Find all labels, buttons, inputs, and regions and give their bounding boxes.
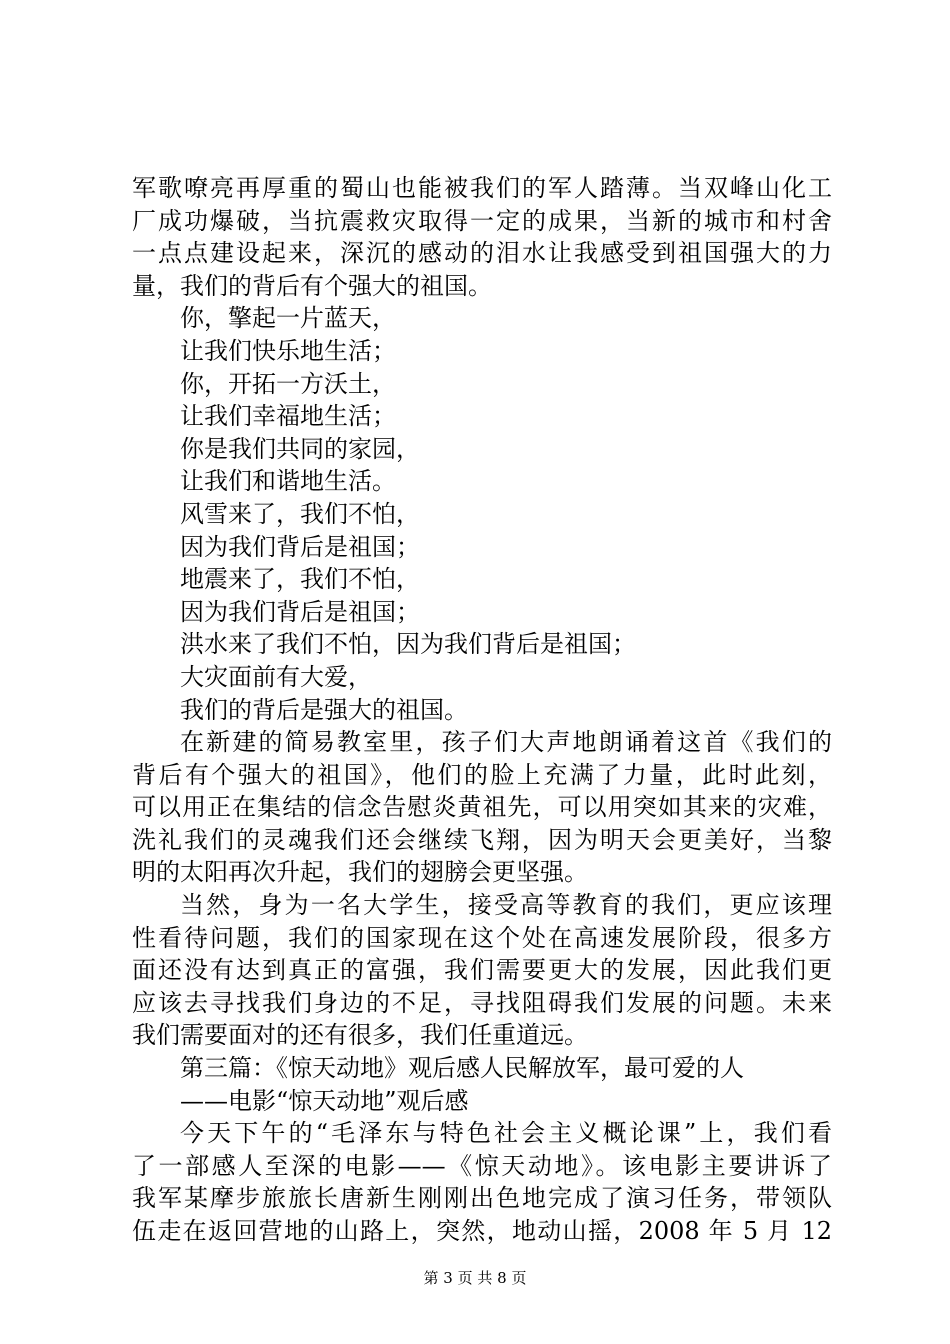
text-line: 你是我们共同的家园， [180, 434, 420, 463]
text-line: 我们需要面对的还有很多，我们任重道远。 [132, 1021, 588, 1050]
text-line: ——电影“惊天动地”观后感 [180, 1086, 469, 1115]
text-line: 应该去寻找我们身边的不足，寻找阻碍我们发展的问题。未来 [132, 988, 832, 1017]
text-line: 在新建的简易教室里，孩子们大声地朗诵着这首《我们的 [180, 728, 832, 757]
text-line: 风雪来了，我们不怕， [180, 499, 420, 528]
text-line: 因为我们背后是祖国； [180, 532, 420, 561]
text-line: 今天下午的“毛泽东与特色社会主义概论课”上，我们看 [180, 1119, 832, 1148]
text-line: 厂成功爆破，当抗震救灾取得一定的成果，当新的城市和村舍 [132, 206, 832, 235]
text-line: 我军某摩步旅旅长唐新生刚刚出色地完成了演习任务，带领队 [132, 1184, 832, 1213]
text-line: 明的太阳再次升起，我们的翅膀会更坚强。 [132, 858, 588, 887]
text-line: 性看待问题，我们的国家现在这个处在高速发展阶段，很多方 [132, 923, 832, 952]
text-line: 伍走在返回营地的山路上，突然，地动山摇，2008 年 5 月 12 [132, 1217, 832, 1245]
text-line: 洗礼我们的灵魂我们还会继续飞翔，因为明天会更美好，当黎 [132, 825, 832, 854]
text-line: 一点点建设起来，深沉的感动的泪水让我感受到祖国强大的力 [132, 239, 832, 268]
text-line: 让我们幸福地生活； [180, 402, 396, 431]
document-body [132, 172, 832, 1248]
text-line: 大灾面前有大爱， [180, 662, 372, 691]
text-line: 你，开拓一方沃土， [180, 369, 396, 398]
text-line: 你，擎起一片蓝天， [180, 304, 396, 333]
text-line: 因为我们背后是祖国； [180, 597, 420, 626]
text-line: 面还没有达到真正的富强，我们需要更大的发展，因此我们更 [132, 956, 832, 985]
text-line: 地震来了，我们不怕， [180, 565, 420, 594]
text-line: 军歌嘹亮再厚重的蜀山也能被我们的军人踏薄。当双峰山化工 [132, 174, 832, 202]
text-line: 背后有个强大的祖国》，他们的脸上充满了力量，此时此刻， [132, 760, 832, 789]
text-line: 让我们快乐地生活； [180, 336, 396, 365]
page-footer: 第 3 页 共 8 页 [423, 1269, 527, 1287]
text-line: 我们的背后是强大的祖国。 [180, 695, 468, 724]
text-line: 洪水来了我们不怕，因为我们背后是祖国； [180, 630, 636, 659]
text-line: 第三篇：《惊天动地》观后感人民解放军，最可爱的人 [180, 1054, 744, 1083]
text-line: 量，我们的背后有个强大的祖国。 [132, 271, 492, 300]
text-line: 当然，身为一名大学生，接受高等教育的我们，更应该理 [180, 891, 832, 920]
text-line: 让我们和谐地生活。 [180, 467, 396, 496]
text-line: 可以用正在集结的信念告慰炎黄祖先，可以用突如其来的灾难， [132, 793, 832, 822]
text-line: 了一部感人至深的电影——《惊天动地》。该电影主要讲诉了 [132, 1151, 832, 1180]
